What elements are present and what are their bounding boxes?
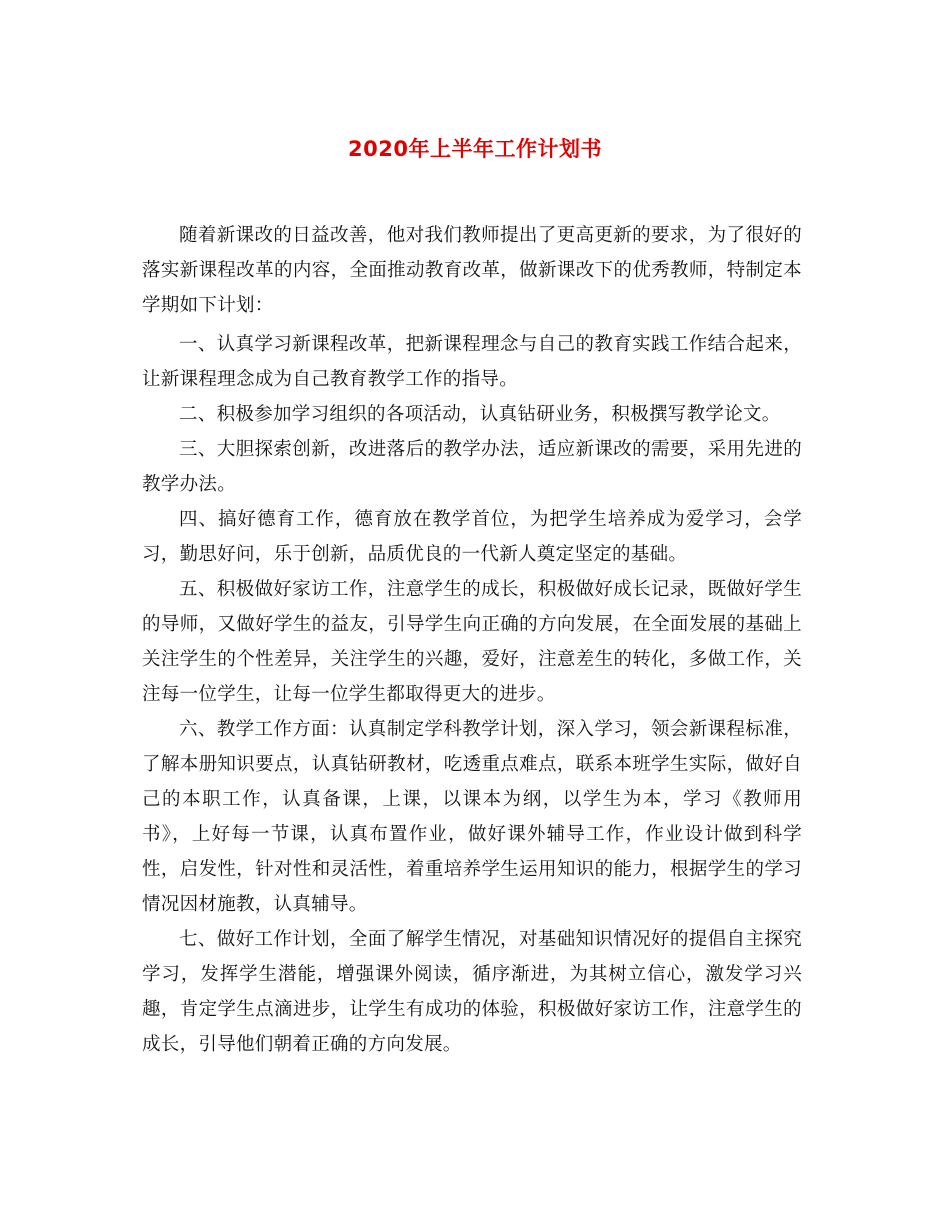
paragraph-item-1: 一、认真学习新课程改革，把新课程理念与自己的教育实践工作结合起来，让新课程理念成为自己教育教学工作的指导。 [142,334,802,390]
intro-paragraph: 随着新课改的日益改善，他对我们教师提出了更高更新的要求，为了很好的落实新课程改革的内容，全面推动教育改革，做新课改下的优秀教师，特制定本学期如下计划： [142,225,802,316]
document-body [142,218,802,1062]
paragraph-item-2: 二、积极参加学习组织的各项活动，认真钻研业务，积极撰写教学论文。 [179,404,781,425]
paragraph-item-6: 六、教学工作方面：认真制定学科教学计划，深入学习，领会新课程标准，了解本册知识要点，认真钻研教材，吃透重点难点，联系本班学生实际，做好自己的本职工作，认真备课，上课，以课本为纲，以学生为本，学习《教师用书》，上好每一节课，认真布置作业，做好课外辅导工作，作业设计做到科学性，启发性，针对性和灵活性，着重培养学生运用知识的能力，根据学生的学习情况因材施教，认真辅导。 [142,719,802,915]
paragraph-item-4: 四、搞好德育工作，德育放在教学首位，为把学生培养成为爱学习，会学习，勤思好问，乐于创新，品质优良的一代新人奠定坚定的基础。 [142,509,802,565]
paragraph-item-5: 五、积极做好家访工作，注意学生的成长，积极做好成长记录，既做好学生的导师，又做好学生的益友，引导学生向正确的方向发展，在全面发展的基础上关注学生的个性差异，关注学生的兴趣，爱好，注意差生的转化，多做工作，关注每一位学生，让每一位学生都取得更大的进步。 [142,579,802,705]
paragraph-item-3: 三、大胆探索创新，改进落后的教学办法，适应新课改的需要，采用先进的教学办法。 [142,439,802,495]
paragraph-item-7: 七、做好工作计划，全面了解学生情况，对基础知识情况好的提倡自主探究学习，发挥学生潜能，增强课外阅读，循序渐进，为其树立信心，激发学习兴趣，肯定学生点滴进步，让学生有成功的体验，积极做好家访工作，注意学生的成长，引导他们朝着正确的方向发展。 [142,929,802,1055]
document-title: 2020年上半年工作计划书 [348,137,602,161]
